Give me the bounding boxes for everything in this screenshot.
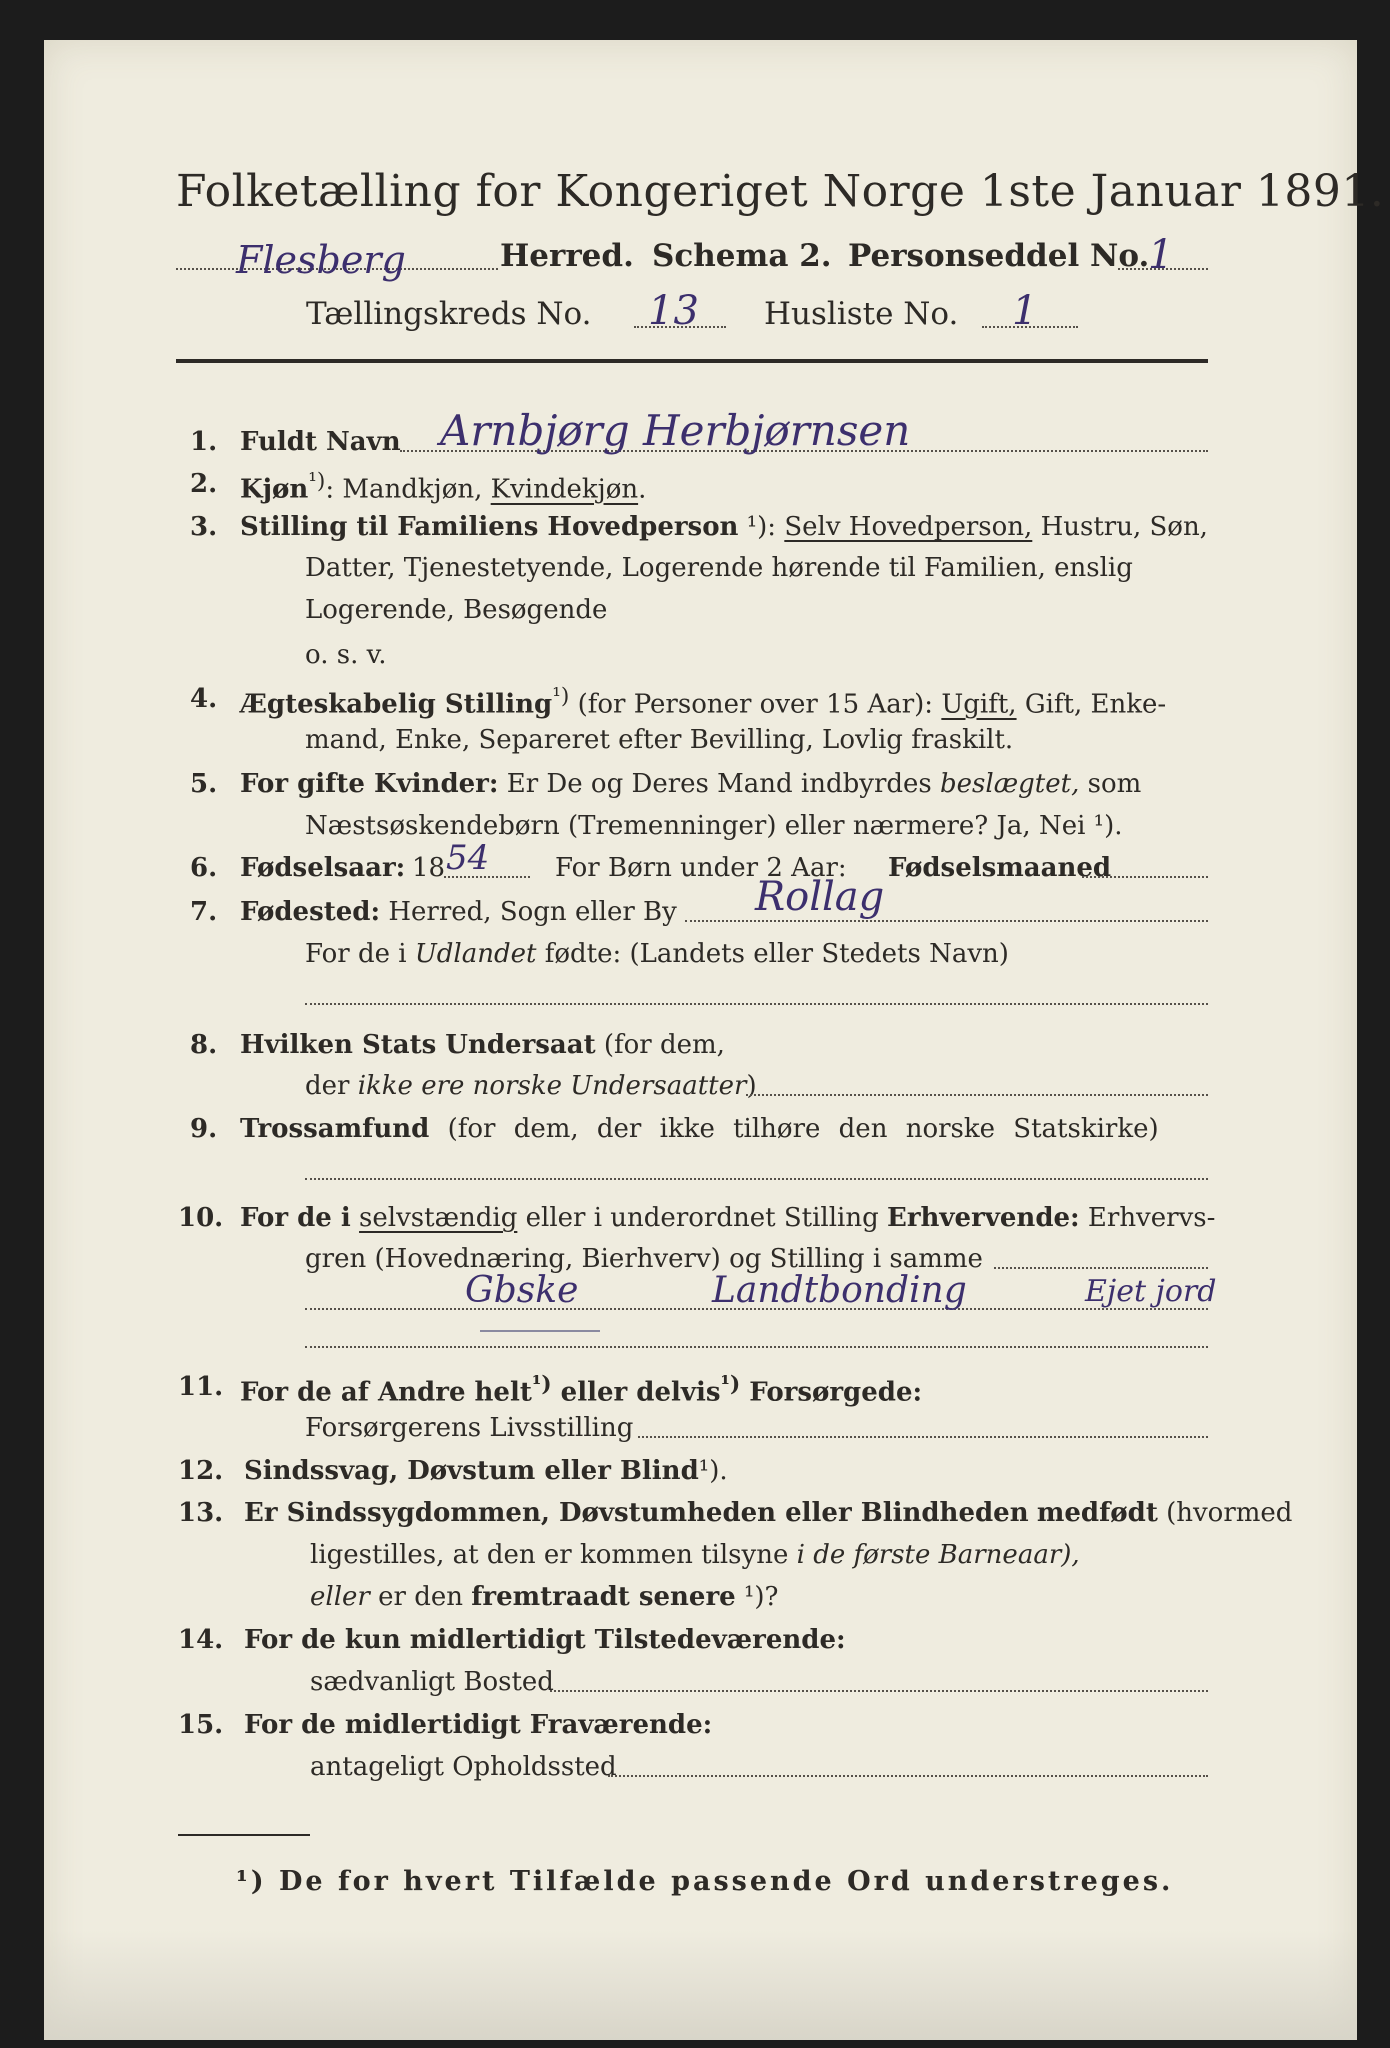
disability-onset-question: Er Sindssygdommen, Døvstumheden eller Blindheden	[244, 1498, 1029, 1528]
family-position-label: Stilling til Familiens Hovedperson	[240, 512, 739, 542]
married-women-question: Er De og Deres Mand indbyrdes	[506, 769, 932, 799]
family-position-line-3: Logerende, Besøgende	[305, 595, 608, 625]
husliste-label: Husliste No.	[764, 296, 959, 332]
item-number-12: 12.	[178, 1456, 224, 1486]
occupation-marked-option: selvstændig	[359, 1203, 518, 1233]
item-number-6: 6.	[190, 853, 218, 883]
family-position-rest-1: Hustru, Søn,	[1040, 512, 1208, 542]
religion-line	[240, 1114, 1159, 1144]
kreds-handwritten-value: 13	[648, 288, 699, 334]
occupation-handwritten-value-2: Landtbonding	[712, 1270, 967, 1311]
usual-residence-label: sædvanligt Bosted	[310, 1667, 554, 1697]
occupation-line-1	[240, 1203, 1215, 1233]
dependents-footnote-mark-1: ¹)	[531, 1372, 552, 1397]
occupation-pencil-stroke	[480, 1330, 600, 1332]
citizenship-italic-text: ikke ere norske Undersaatter	[357, 1071, 747, 1101]
sex-end: .	[638, 474, 647, 505]
birthplace-line-1	[240, 897, 677, 927]
married-women-label: For gifte Kvinder:	[240, 769, 499, 799]
disability-line	[244, 1456, 728, 1486]
marital-status-text: (for Personer over 15 Aar):	[577, 689, 934, 720]
disability-onset-or: eller	[310, 1582, 370, 1612]
occupation-handwritten-value-3: Ejet jord	[1085, 1274, 1217, 1309]
citizenship-line-1	[240, 1030, 725, 1060]
citizenship-text: (for dem,	[603, 1030, 725, 1060]
form-title: Folketælling for Kongeriget Norge 1ste Januar 1891.	[176, 166, 1385, 217]
family-position-line-1	[240, 512, 1208, 542]
usual-residence-dotted-line	[550, 1690, 1208, 1692]
occupation-text: eller i underordnet Stilling	[525, 1203, 879, 1233]
herred-handwritten-value: Flesberg	[236, 238, 406, 282]
sex-line	[240, 469, 646, 505]
married-women-line-2: Næstsøskendebørn (Tremenninger) eller nærmere? Ja, Nei ¹).	[305, 811, 1123, 841]
disability-onset-end: ¹)?	[743, 1582, 779, 1612]
dependents-mid: eller delvis	[560, 1377, 721, 1408]
schema-label: Schema 2.	[652, 238, 832, 274]
disability-onset-line-1	[244, 1498, 1292, 1528]
birthplace-line-2	[305, 939, 1009, 969]
birthplace-dotted-line	[685, 920, 1208, 922]
marital-status-line-1	[240, 684, 1166, 720]
temporary-absent-label: For de midlertidigt Fraværende:	[244, 1710, 713, 1740]
item-number-3: 3.	[190, 512, 218, 542]
marital-status-line-2: mand, Enke, Separeret efter Bevilling, Lovlig fraskilt.	[305, 725, 1014, 755]
disability-footnote-mark: ¹).	[698, 1456, 728, 1486]
herred-label: Herred.	[500, 238, 634, 274]
occupation-rest: Erhvervs-	[1087, 1203, 1216, 1233]
marital-status-marked-option: Ugift,	[941, 689, 1017, 720]
citizenship-dotted-line	[746, 1094, 1208, 1096]
footnote-text: ¹) De for hvert Tilfælde passende Ord understreges.	[236, 1866, 1174, 1897]
occupation-label: Erhvervende:	[887, 1203, 1080, 1233]
disability-onset-mid: er den	[378, 1582, 463, 1612]
presumed-location-label: antageligt Opholdssted	[310, 1752, 617, 1782]
sex-label: Kjøn	[240, 474, 309, 505]
item-number-11: 11.	[178, 1372, 224, 1402]
family-position-marked-option: Selv Hovedperson,	[784, 512, 1033, 542]
birth-month-label: Fødselsmaaned	[888, 853, 1112, 883]
dependents-line-1	[240, 1372, 922, 1408]
disability-onset-rest: (hvormed	[1166, 1498, 1293, 1528]
item-number-4: 4.	[190, 684, 218, 714]
header-rule	[176, 359, 1208, 363]
personseddel-handwritten-value: 1	[1148, 232, 1174, 278]
occupation-dotted-line-1	[994, 1267, 1208, 1269]
occupation-dotted-line-3	[305, 1346, 1208, 1348]
dependents-footnote-mark-2: ¹)	[720, 1372, 741, 1397]
item-number-5: 5.	[190, 769, 218, 799]
birthplace-abroad-text: fødte: (Landets eller Stedets Navn)	[544, 939, 1009, 969]
item-number-1: 1.	[190, 427, 218, 457]
religion-label: Trossamfund	[240, 1114, 430, 1144]
married-women-line-1	[240, 769, 1141, 799]
marital-status-footnote-mark: ¹)	[552, 684, 570, 709]
citizenship-prefix: der	[305, 1071, 350, 1101]
birthplace-label: Fødested:	[240, 897, 381, 927]
provider-occupation-label: Forsørgerens Livsstilling	[305, 1413, 634, 1443]
religion-text: (for dem, der ikke tilhøre den norske Statskirke)	[447, 1114, 1159, 1144]
marital-status-label: Ægteskabelig Stilling	[240, 689, 553, 720]
sex-marked-option: Kvindekjøn	[490, 474, 639, 505]
married-women-end: som	[1087, 769, 1142, 799]
occupation-prefix: For de i	[240, 1203, 351, 1233]
full-name-handwritten-value: Arnbjørg Herbjørnsen	[440, 406, 911, 455]
husliste-handwritten-value: 1	[1012, 288, 1038, 334]
disability-onset-congenital: medfødt	[1036, 1498, 1158, 1528]
family-position-line-4: o. s. v.	[305, 640, 387, 670]
item-number-7: 7.	[190, 897, 218, 927]
sex-options-text: : Mandkjøn,	[325, 474, 483, 505]
disability-onset-text: ligestilles, at den er kommen tilsyne	[310, 1540, 789, 1570]
item-number-2: 2.	[190, 469, 218, 499]
birthplace-abroad-word: Udlandet	[414, 939, 537, 969]
sex-footnote-mark: ¹)	[308, 469, 326, 494]
occupation-handwritten-value-1: Gbske	[465, 1270, 579, 1311]
item-number-8: 8.	[190, 1030, 218, 1060]
citizenship-line-2	[305, 1071, 757, 1101]
citizenship-label: Hvilken Stats Undersaat	[240, 1030, 596, 1060]
occupation-line-2: gren (Hovednæring, Bierhverv) og Stilling i samme	[305, 1244, 983, 1274]
family-position-line-2: Datter, Tjenestetyende, Logerende hørende til Familien, enslig	[305, 553, 1133, 583]
item-number-9: 9.	[190, 1114, 218, 1144]
item-number-14: 14.	[178, 1625, 224, 1655]
disability-label: Sindssvag, Døvstum eller Blind	[244, 1456, 699, 1486]
provider-occupation-dotted-line	[638, 1436, 1208, 1438]
birth-year-handwritten-value: 54	[446, 838, 490, 878]
personseddel-label: Personseddel No.	[848, 238, 1150, 274]
full-name-label: Fuldt Navn	[240, 427, 401, 457]
marital-status-rest-1: Gift, Enke-	[1024, 689, 1167, 720]
dependents-label: Forsørgede:	[749, 1377, 923, 1408]
religion-dotted-line	[305, 1178, 1208, 1180]
item-number-15: 15.	[178, 1710, 224, 1740]
birthplace-handwritten-value: Rollag	[755, 874, 885, 920]
disability-onset-line-3	[310, 1582, 778, 1612]
birthplace-text: Herred, Sogn eller By	[388, 897, 677, 927]
birth-month-text: For Børn under 2 Aar:	[555, 853, 847, 883]
married-women-related-word: beslægtet,	[940, 769, 1080, 799]
birth-year-label: Fødselsaar:	[240, 853, 406, 883]
birthplace-abroad-dotted-line	[305, 1003, 1208, 1005]
item-number-10: 10.	[178, 1203, 224, 1233]
disability-onset-line-2	[310, 1540, 1080, 1570]
birthplace-abroad-prefix: For de i	[305, 939, 407, 969]
kreds-label: Tællingskreds No.	[306, 296, 592, 332]
family-position-footnote-mark: ¹):	[746, 512, 777, 542]
dependents-prefix: For de af Andre helt	[240, 1377, 532, 1408]
item-number-13: 13.	[178, 1498, 224, 1528]
disability-onset-childhood: i de første Barneaar),	[796, 1540, 1080, 1570]
footnote-rule	[178, 1834, 310, 1836]
birth-month-dotted-line	[1082, 876, 1208, 878]
birth-year-prefix: 18	[412, 853, 446, 883]
presumed-location-dotted-line	[608, 1775, 1208, 1777]
citizenship-close-paren: )	[746, 1071, 757, 1101]
temporary-present-label: For de kun midlertidigt Tilstedeværende:	[244, 1625, 846, 1655]
disability-onset-later: fremtraadt senere	[471, 1582, 736, 1612]
